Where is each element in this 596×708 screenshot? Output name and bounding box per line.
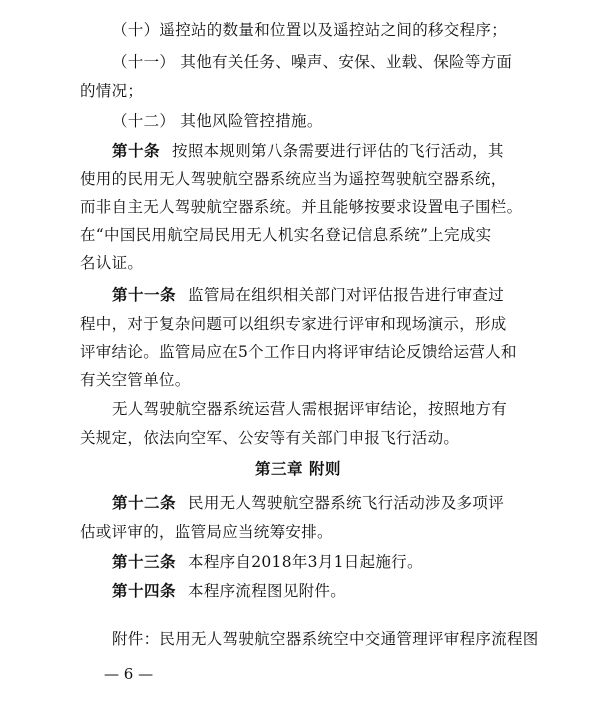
article-10-line-4: 在“中国民用航空局民用无人机实名登记信息系统”上完成实 [80,226,492,244]
article-10-line-5: 名认证。 [80,254,144,272]
article-14-text: 本程序流程图见附件。 [188,582,347,600]
article-10-line-3: 而非自主无人驾驶航空器系统。并且能够按要求设置电子围栏。 [80,198,523,216]
article-11-line-1 [112,285,520,305]
item-12: （十二） 其他风险管控措施。 [112,112,323,130]
article-13-title: 第十三条 [112,553,177,571]
article-13-text: 本程序自2018年3月1日起施行。 [188,553,423,571]
item-10: （十）遥控站的数量和位置以及遥控站之间的移交程序； [112,21,508,39]
page-number: — 6 — [104,665,154,683]
article-11-line-3: 评审结论。监管局应在5个工作日内将评审结论反馈给运营人和 [80,343,517,361]
paragraph-line-1: 无人驾驶航空器系统运营人需根据评审结论，按照地方有 [112,400,508,418]
article-11-line-4: 有关空管单位。 [80,371,191,389]
article-10-text: 按照本规则第八条需要进行评估的飞行活动，其 [172,142,504,160]
article-10-title: 第十条 [112,142,161,160]
article-12-line-2: 估或评审的，监管局应当统筹安排。 [80,523,333,541]
attachment-note: 附件：民用无人驾驶航空器系统空中交通管理评审程序流程图 [112,630,539,648]
article-10-line-1 [112,141,520,161]
article-12-text: 民用无人驾驶航空器系统飞行活动涉及多项评 [188,494,505,512]
item-11: （十一） 其他有关任务、噪声、安保、业载、保险等方面 [112,53,513,71]
article-10-line-2: 使用的民用无人驾驶航空器系统应当为遥控驾驶航空器系统， [80,170,507,188]
article-11-title: 第十一条 [112,286,177,304]
item-11-cont: 的情况； [80,82,144,100]
article-13-line [112,552,520,572]
article-12-title: 第十二条 [112,494,177,512]
article-14-line [112,581,520,601]
article-11-line-2: 程中，对于复杂问题可以组织专家进行评审和现场演示，形成 [80,315,507,333]
article-12-line-1 [112,493,520,513]
chapter-heading: 第三章 附则 [255,460,341,478]
article-11-text: 监管局在组织相关部门对评估报告进行审查过 [188,286,505,304]
article-14-title: 第十四条 [112,582,177,600]
paragraph-line-2: 关规定，依法向空军、公安等有关部门申报飞行活动。 [80,429,460,447]
